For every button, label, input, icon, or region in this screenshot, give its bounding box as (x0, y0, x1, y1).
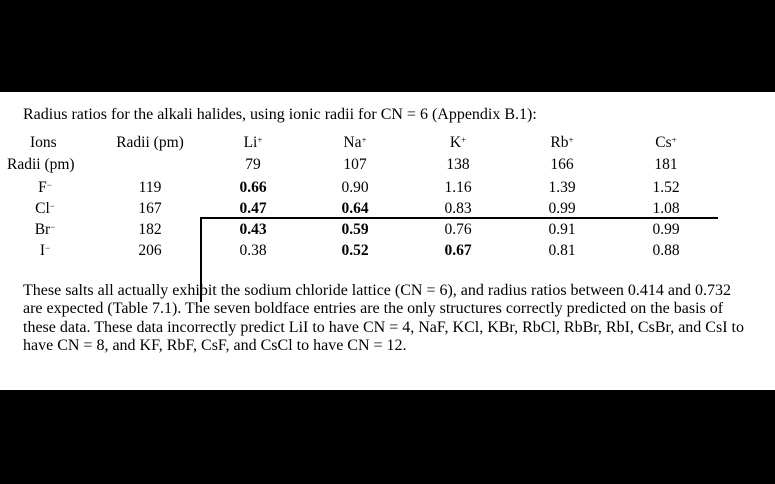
cation-symbol: Cs+ (655, 134, 677, 151)
anion-radius-i: 206 (138, 242, 162, 259)
ratio-cell: 0.81 (548, 242, 576, 259)
cation-radius-na: 107 (343, 156, 367, 173)
cation-radii-label: Radii (pm) (7, 156, 75, 173)
anion-radius-cl: 167 (138, 200, 162, 217)
ratio-cell: 0.76 (444, 221, 472, 238)
anion-symbol: Cl− (35, 200, 55, 217)
ratio-cell: 1.16 (444, 179, 472, 196)
cation-header-li (218, 134, 288, 152)
anion-symbol: Br− (34, 221, 56, 238)
ratio-cell: 0.90 (341, 179, 369, 196)
corner-ions-label: Ions (30, 134, 57, 151)
ratio-cell: 0.59 (341, 221, 369, 238)
ratio-cell: 1.39 (548, 179, 576, 196)
cation-symbol: Na+ (343, 134, 367, 151)
ratio-cell: 0.52 (341, 242, 369, 259)
ratio-cell: 0.67 (444, 242, 472, 259)
anion-radii-header: Radii (pm) (116, 134, 184, 151)
cation-radius-li: 79 (245, 156, 261, 173)
ratio-cell: 0.91 (548, 221, 576, 238)
ratio-cell: 0.99 (548, 200, 576, 217)
cation-radius-k: 138 (446, 156, 470, 173)
cation-header-na (320, 134, 390, 152)
anion-label-i (25, 242, 65, 260)
cation-radius-cs: 181 (654, 156, 678, 173)
ratio-cell: 0.38 (239, 242, 267, 259)
ratio-cell: 1.08 (652, 200, 680, 217)
cation-symbol: Rb+ (550, 134, 574, 151)
cation-header-rb (527, 134, 597, 152)
ratio-cell: 1.52 (652, 179, 680, 196)
intro-text: Radius ratios for the alkali halides, using ionic radii for CN = 6 (Appendix B.1): (23, 106, 537, 123)
anion-radius-f: 119 (138, 179, 162, 196)
cation-header-k (423, 134, 493, 152)
cation-symbol: K+ (449, 134, 467, 151)
document-page (0, 92, 775, 390)
ratio-cell: 0.47 (239, 200, 267, 217)
cation-header-cs (631, 134, 701, 152)
ratio-cell: 0.64 (341, 200, 369, 217)
ratio-cell: 0.43 (239, 221, 267, 238)
cation-symbol: Li+ (243, 134, 263, 151)
ratio-cell: 0.83 (444, 200, 472, 217)
anion-label-br (25, 221, 65, 239)
cation-radius-rb: 166 (550, 156, 574, 173)
anion-symbol: I− (39, 242, 51, 259)
anion-radius-br: 182 (138, 221, 162, 238)
explanation-paragraph: These salts all actually exhibit the sodium chloride lattice (CN = 6), and radius ratios between 0.414 and 0.732 are expected (Table 7.1). The seven boldface entries are the only structures correctly predicted on the basis of these data. These data incorrectly predict LiI to have CN = 4, NaF, KCl, KBr, RbCl, RbBr, RbI, CsBr, and CsI to have CN = 8, and KF, RbF, CsF, and CsCl to have CN = 12. (23, 282, 744, 355)
anion-label-f (25, 179, 65, 197)
anion-symbol: F− (38, 179, 52, 196)
ratio-cell: 0.99 (652, 221, 680, 238)
ratio-cell: 0.66 (239, 179, 267, 196)
ratio-cell: 0.88 (652, 242, 680, 259)
anion-label-cl (25, 200, 65, 218)
radius-ratio-table (0, 134, 775, 264)
table-header-rule (200, 217, 718, 219)
